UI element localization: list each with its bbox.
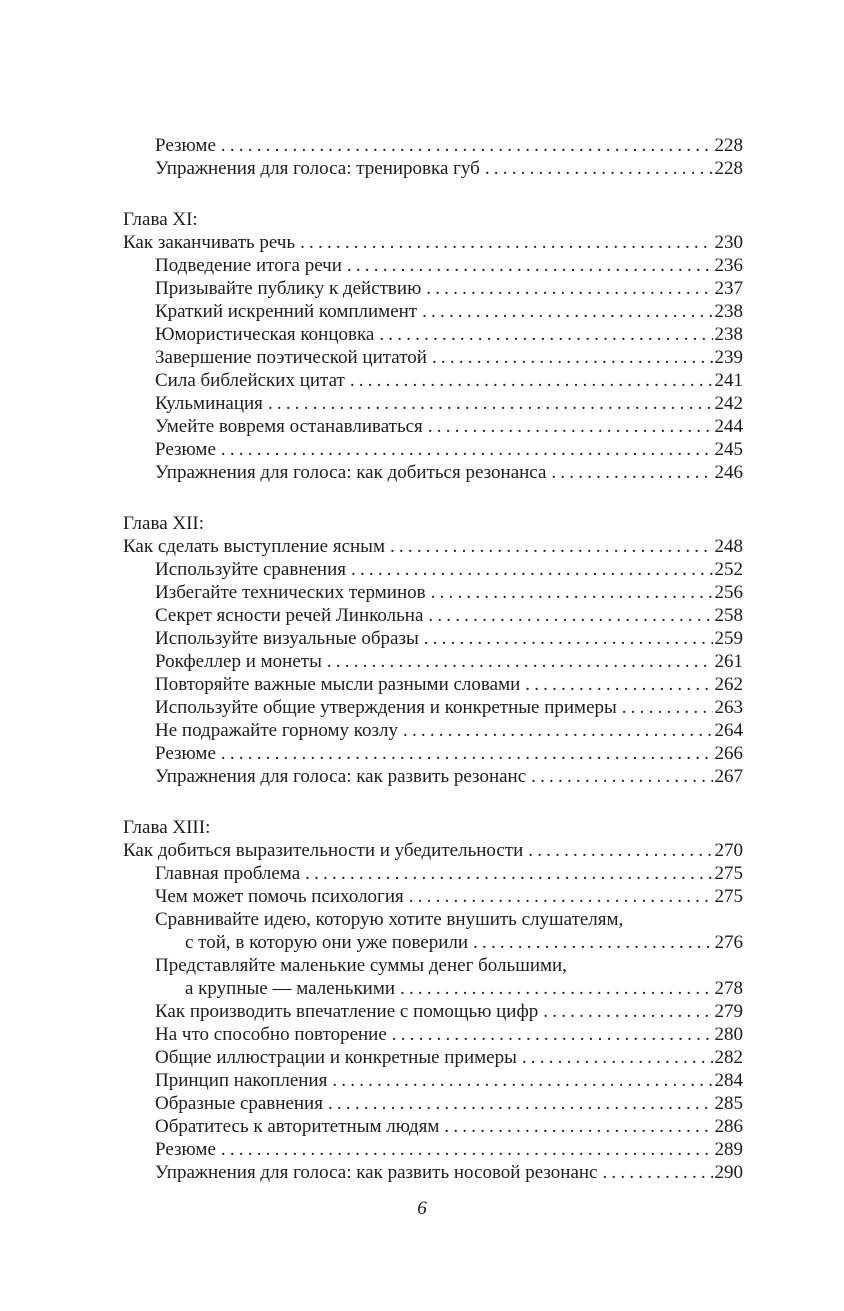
toc-entry-row [155, 765, 743, 788]
chapter-heading: Глава XIII: [123, 817, 211, 838]
dot-leader [305, 862, 712, 885]
toc-page-number: 238 [714, 324, 743, 345]
toc-entry-row [123, 839, 743, 862]
toc-page-number: 270 [714, 840, 743, 861]
toc-entry [123, 535, 743, 558]
dot-leader [392, 1023, 713, 1046]
toc-entry-row [155, 1138, 743, 1161]
dot-leader [551, 461, 712, 484]
chapter-heading: Глава XII: [123, 513, 205, 534]
toc-entry [155, 1023, 743, 1046]
toc-entry-title: Используйте сравнения [155, 559, 346, 580]
toc-page-number: 275 [714, 886, 743, 907]
dot-leader [528, 839, 712, 862]
toc-entry-row [155, 581, 743, 604]
toc-page-number: 238 [714, 301, 743, 322]
dot-leader [327, 650, 713, 673]
toc-page-number: 244 [714, 416, 743, 437]
toc-entry-row [155, 627, 743, 650]
toc-page-number: 246 [714, 462, 743, 483]
dot-leader [400, 977, 712, 1000]
toc-entry-row [155, 650, 743, 673]
toc-page-number: 276 [714, 932, 743, 953]
toc-entry-row [155, 673, 743, 696]
toc-page-number: 279 [714, 1001, 743, 1022]
dot-leader [432, 346, 713, 369]
toc-entry-row [155, 461, 743, 484]
toc-page-number: 236 [714, 255, 743, 276]
toc-entry-title: Сила библейских цитат [155, 370, 345, 391]
toc-entry [155, 954, 743, 1000]
toc-entry [155, 650, 743, 673]
toc-page-number: 286 [714, 1116, 743, 1137]
toc-section [123, 816, 743, 1184]
toc-entry-title: Используйте общие утверждения и конкретные примеры [155, 697, 617, 718]
toc-entry-row [155, 254, 743, 277]
dot-leader [431, 581, 713, 604]
toc-entry-title: Не подражайте горному козлу [155, 720, 398, 741]
toc-entry-row [155, 1069, 743, 1092]
toc-entry-title: Чем может помочь психология [155, 886, 404, 907]
dot-leader [403, 719, 713, 742]
toc-entry-row [155, 742, 743, 765]
dot-leader [444, 1115, 712, 1138]
toc-entry-title: Рокфеллер и монеты [155, 651, 322, 672]
toc-entry [155, 558, 743, 581]
toc-entry [155, 742, 743, 765]
toc-entry-row [155, 1000, 743, 1023]
toc-page-number: 256 [714, 582, 743, 603]
dot-leader [390, 535, 713, 558]
toc-page-number: 228 [714, 135, 743, 156]
toc-entry [155, 300, 743, 323]
dot-leader [485, 157, 713, 180]
dot-leader [522, 1046, 713, 1069]
toc-entry-title: Обратитесь к авторитетным людям [155, 1116, 440, 1137]
toc-entry-title: Призывайте публику к действию [155, 278, 422, 299]
toc-entry-row [155, 885, 743, 908]
toc-entry-row [155, 558, 743, 581]
toc-entry-title: Резюме [155, 439, 216, 460]
toc-entry-title: с той, в которую они уже поверили [185, 932, 469, 953]
toc-entry-line: Представляйте маленькие суммы денег большими, [155, 955, 567, 976]
dot-leader [221, 1138, 713, 1161]
toc-section [123, 134, 743, 180]
toc-entry [123, 231, 743, 254]
toc-section [123, 208, 743, 484]
toc-entry-title: Краткий искренний комплимент [155, 301, 418, 322]
dot-leader [347, 254, 713, 277]
dot-leader [531, 765, 712, 788]
toc-entry-row [155, 1092, 743, 1115]
toc-page-number: 282 [714, 1047, 743, 1068]
toc-page-number: 278 [714, 978, 743, 999]
toc-entry-title: Резюме [155, 743, 216, 764]
dot-leader [473, 931, 712, 954]
toc-entry-title: Используйте визуальные образы [155, 628, 419, 649]
toc-entry-row [155, 696, 743, 719]
dot-leader [426, 277, 712, 300]
toc-entry [155, 862, 743, 885]
toc-entry-title: Принцип накопления [155, 1070, 328, 1091]
toc-page-number: 264 [714, 720, 743, 741]
toc-entry-row [155, 323, 743, 346]
toc-entry-title: Образные сравнения [155, 1093, 323, 1114]
toc-entry [155, 277, 743, 300]
toc-page-number: 290 [714, 1162, 743, 1183]
toc-page-number: 242 [714, 393, 743, 414]
toc-entry [155, 885, 743, 908]
toc-entry-title: Резюме [155, 1139, 216, 1160]
toc-entry [155, 415, 743, 438]
toc-entry-row [123, 535, 743, 558]
toc-page-number: 248 [714, 536, 743, 557]
toc-entry-row [155, 438, 743, 461]
toc-entry-row [155, 1115, 743, 1138]
dot-leader [221, 742, 713, 765]
dot-leader [422, 300, 712, 323]
dot-leader [268, 392, 713, 415]
toc-entry [155, 1138, 743, 1161]
toc-page-number: 241 [714, 370, 743, 391]
toc-entry-title: Умейте вовремя останавливаться [155, 416, 423, 437]
toc-entry-line: Сравнивайте идею, которую хотите внушить слушателям, [155, 909, 624, 930]
toc-entry [155, 1000, 743, 1023]
toc-entry-row [155, 719, 743, 742]
toc-entry [155, 696, 743, 719]
dot-leader [379, 323, 712, 346]
toc-page-number: 285 [714, 1093, 743, 1114]
toc-page-number: 275 [714, 863, 743, 884]
toc-entry-row [155, 1046, 743, 1069]
toc-entry [155, 1069, 743, 1092]
toc-entry [155, 1046, 743, 1069]
dot-leader [428, 604, 712, 627]
toc-entry [155, 438, 743, 461]
toc-entry-row [155, 134, 743, 157]
toc-entry-title: Упражнения для голоса: как развить резонанс [155, 766, 527, 787]
toc-entry [155, 604, 743, 627]
toc-entry-row [155, 369, 743, 392]
dot-leader [424, 627, 713, 650]
toc-entry [155, 369, 743, 392]
dot-leader [300, 231, 712, 254]
toc-page-number: 261 [714, 651, 743, 672]
toc-page-number: 284 [714, 1070, 743, 1091]
toc-page-number: 228 [714, 158, 743, 179]
dot-leader [350, 369, 713, 392]
toc-entry-row [155, 862, 743, 885]
toc-entry-row [155, 277, 743, 300]
toc-entry-row [123, 231, 743, 254]
toc [123, 134, 743, 1184]
toc-entry-title: Резюме [155, 135, 216, 156]
dot-leader [622, 696, 713, 719]
toc-entry-title: Секрет ясности речей Линкольна [155, 605, 424, 626]
toc-page-number: 263 [714, 697, 743, 718]
toc-entry [155, 254, 743, 277]
toc-entry [155, 719, 743, 742]
toc-entry-title: Как заканчивать речь [123, 232, 296, 253]
toc-entry-row [155, 931, 743, 954]
toc-entry-title: Повторяйте важные мысли разными словами [155, 674, 521, 695]
toc-page-number: 239 [714, 347, 743, 368]
toc-entry [155, 323, 743, 346]
toc-entry-row [155, 415, 743, 438]
toc-page-number: 262 [714, 674, 743, 695]
dot-leader [525, 673, 712, 696]
toc-page-number: 280 [714, 1024, 743, 1045]
toc-page-number: 289 [714, 1139, 743, 1160]
toc-entry-title: Завершение поэтической цитатой [155, 347, 427, 368]
toc-entry [155, 908, 743, 954]
dot-leader [602, 1161, 712, 1184]
toc-entry-title: Юмористическая концовка [155, 324, 375, 345]
dot-leader [221, 134, 713, 157]
toc-page-number: 258 [714, 605, 743, 626]
toc-entry [155, 157, 743, 180]
toc-entry-title: Как сделать выступление ясным [123, 536, 385, 557]
toc-entry-title: Кульминация [155, 393, 263, 414]
toc-entry-title: На что способно повторение [155, 1024, 387, 1045]
toc-page-number: 266 [714, 743, 743, 764]
toc-entry-title: Общие иллюстрации и конкретные примеры [155, 1047, 517, 1068]
toc-entry-title: Упражнения для голоса: как развить носовой резонанс [155, 1162, 598, 1183]
toc-page-number: 245 [714, 439, 743, 460]
toc-entry [155, 673, 743, 696]
dot-leader [221, 438, 713, 461]
toc-entry [155, 346, 743, 369]
toc-entry [155, 627, 743, 650]
toc-entry-title: Упражнения для голоса: как добиться резонанса [155, 462, 547, 483]
toc-entry [123, 839, 743, 862]
toc-entry-row [155, 977, 743, 1000]
toc-entry [155, 765, 743, 788]
toc-entry-row [155, 1023, 743, 1046]
toc-entry-row [155, 392, 743, 415]
toc-page-number: 237 [714, 278, 743, 299]
toc-entry [155, 392, 743, 415]
toc-entry [155, 134, 743, 157]
toc-entry-title: а крупные — маленькими [185, 978, 396, 999]
toc-entry-row [155, 346, 743, 369]
dot-leader [351, 558, 713, 581]
toc-entry-title: Главная проблема [155, 863, 301, 884]
dot-leader [409, 885, 713, 908]
toc-entry [155, 1115, 743, 1138]
toc-page-number: 259 [714, 628, 743, 649]
toc-entry [155, 581, 743, 604]
chapter-heading: Глава XI: [123, 209, 198, 230]
toc-section [123, 512, 743, 788]
toc-page-number: 230 [714, 232, 743, 253]
dot-leader [332, 1069, 712, 1092]
toc-entry-row [155, 300, 743, 323]
toc-entry-title: Как производить впечатление с помощью цифр [155, 1001, 539, 1022]
toc-entry-row [155, 604, 743, 627]
dot-leader [328, 1092, 713, 1115]
toc-page-number: 252 [714, 559, 743, 580]
dot-leader [543, 1000, 712, 1023]
toc-entry [155, 461, 743, 484]
toc-entry-title: Упражнения для голоса: тренировка губ [155, 158, 480, 179]
toc-page-number: 267 [714, 766, 743, 787]
toc-entry-row [155, 157, 743, 180]
dot-leader [428, 415, 713, 438]
toc-entry-title: Избегайте технических терминов [155, 582, 426, 603]
toc-entry [155, 1092, 743, 1115]
toc-entry-title: Подведение итога речи [155, 255, 342, 276]
toc-entry-row [155, 1161, 743, 1184]
page-number: 6 [417, 1198, 427, 1219]
toc-entry-title: Как добиться выразительности и убедительности [123, 840, 524, 861]
toc-entry [155, 1161, 743, 1184]
